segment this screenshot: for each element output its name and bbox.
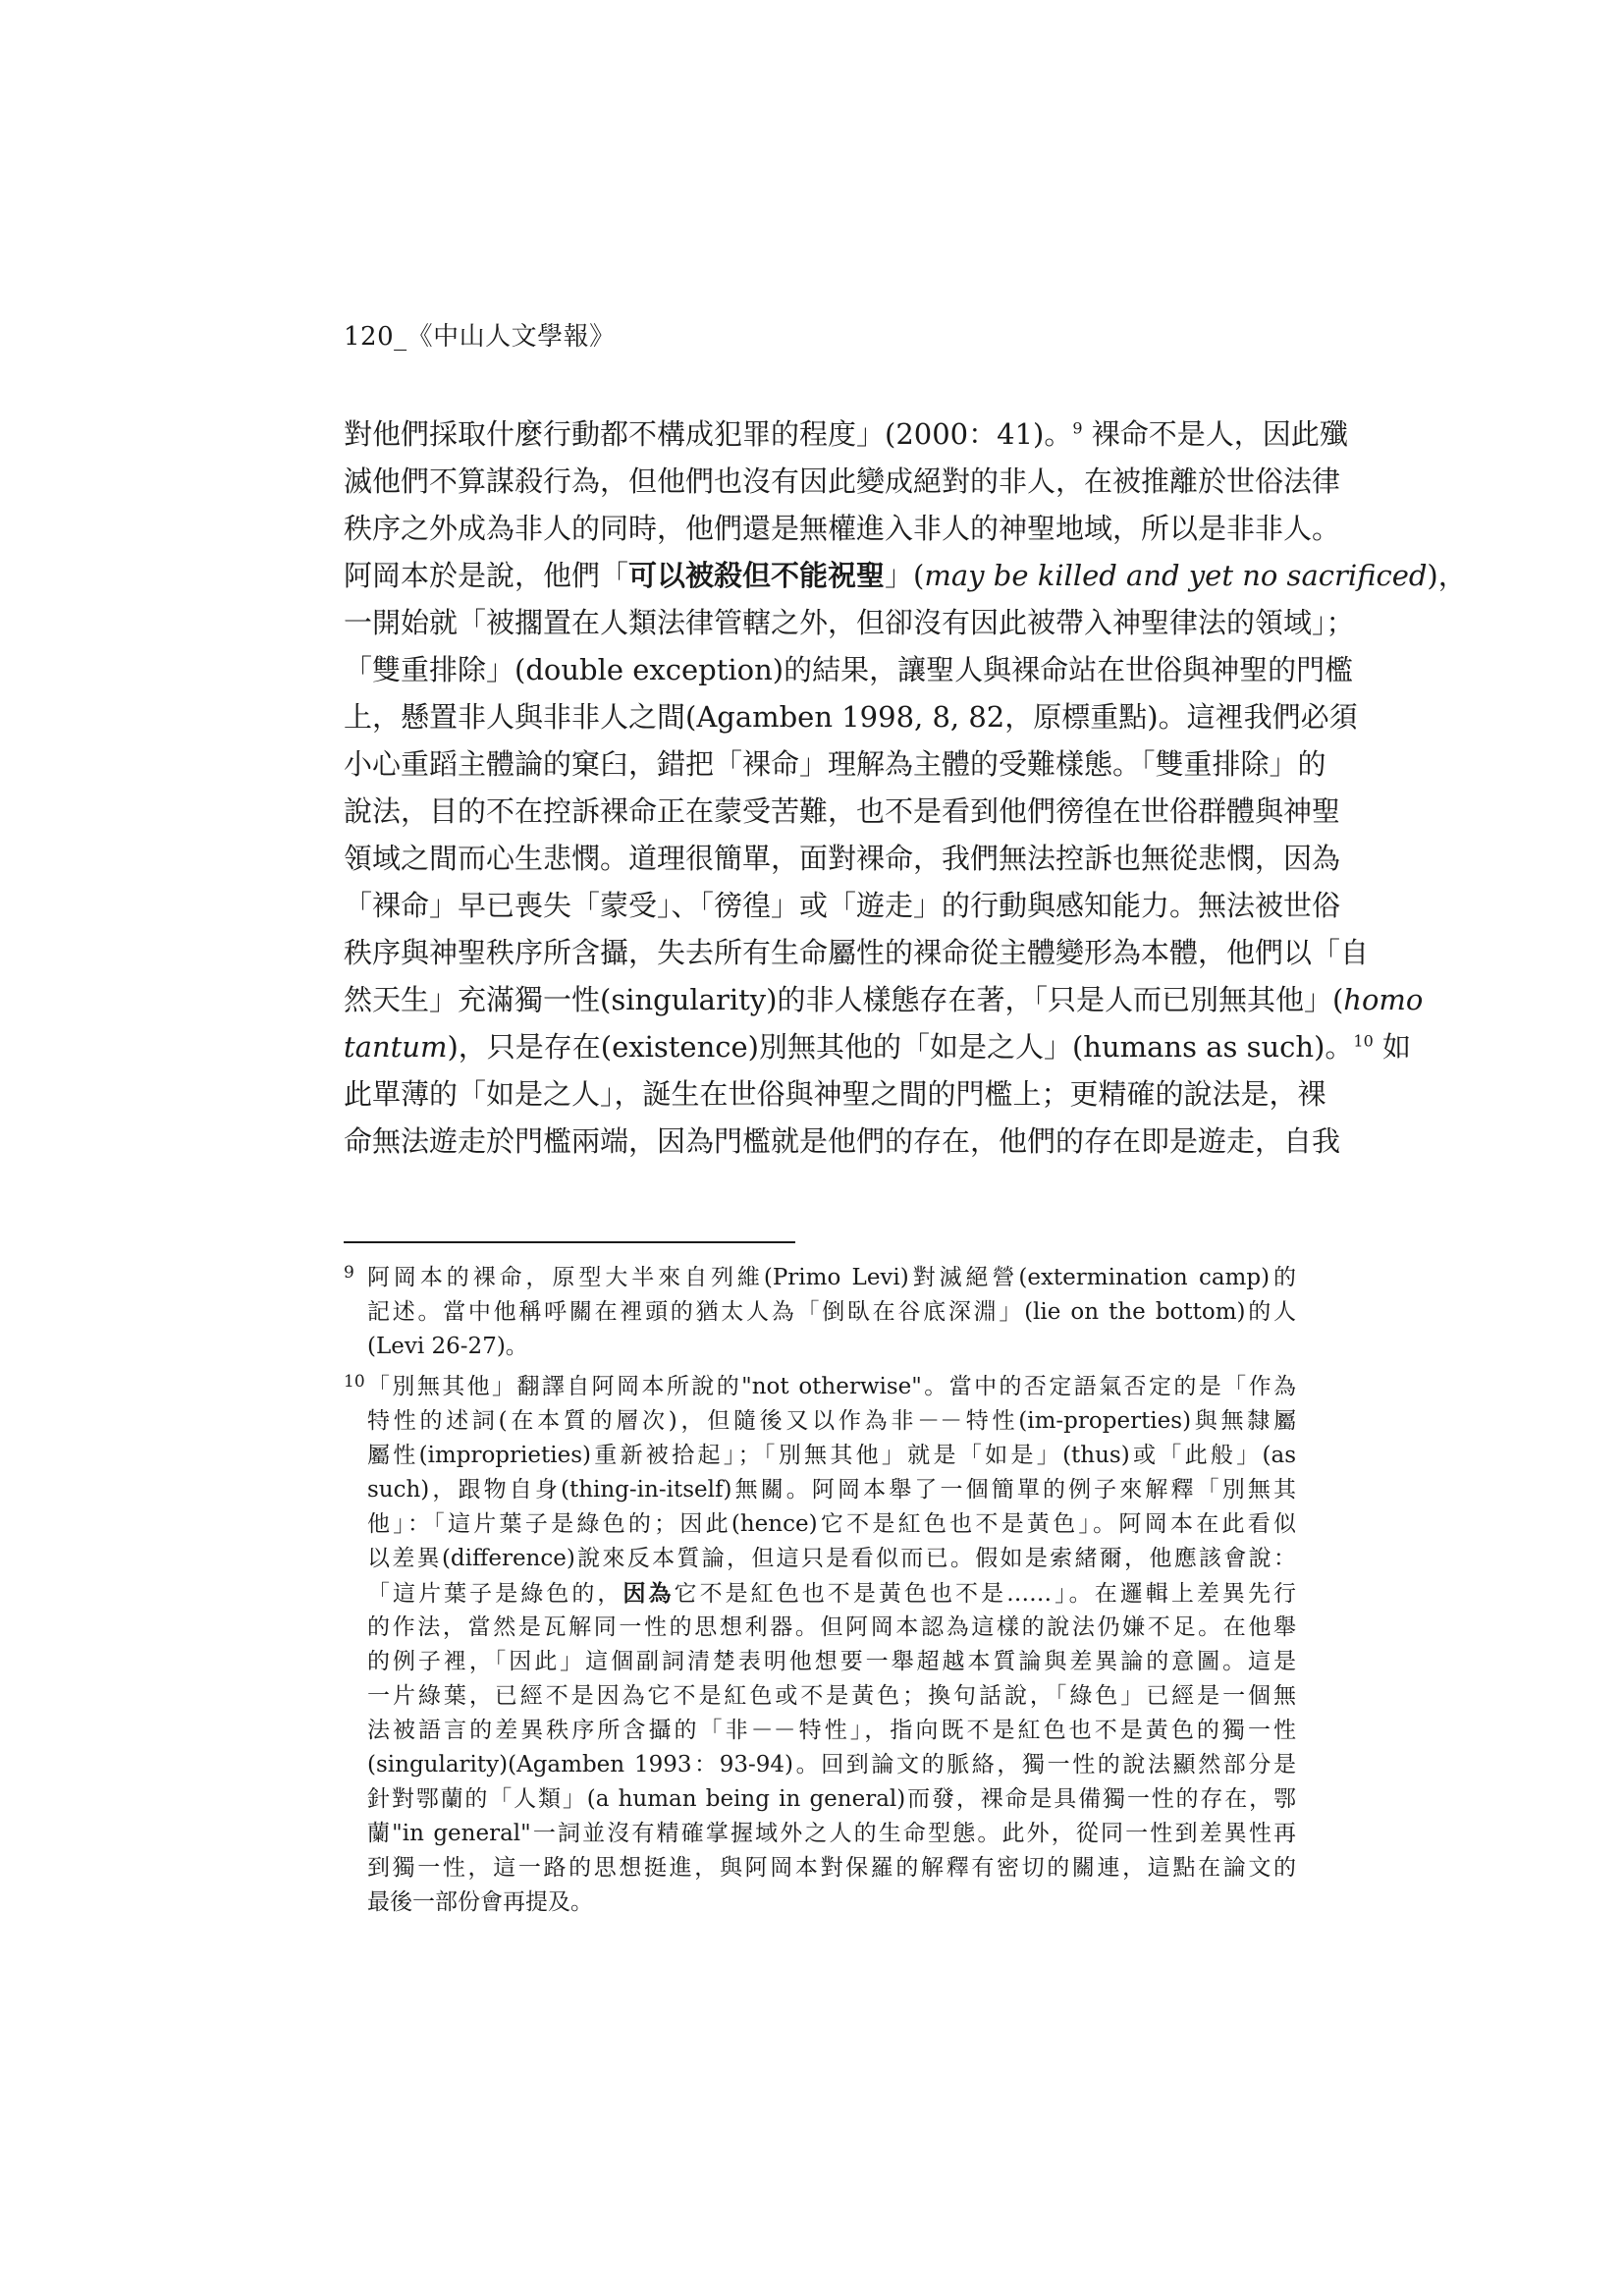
footnote-line: 阿岡本的裸命，原型大半來自列維(Primo Levi)對滅絕營(extermination camp)的 — [367, 1265, 1296, 1290]
footnote-line: 法被語言的差異秩序所含攝的「非－－特性」，指向既不是紅色也不是黃色的獨一性 — [367, 1718, 1296, 1743]
footnote-line: 蘭"in general"一詞並沒有精確掌握域外之人的生命型態。此外，從同一性到差異性再 — [367, 1821, 1296, 1846]
footnote-line: such)，跟物自身(thing-in-itself)無關。阿岡本舉了一個簡單的例子來解釋「別無其 — [367, 1477, 1296, 1503]
footnote-number: 10 — [344, 1372, 365, 1392]
footnote-number: 9 — [344, 1263, 354, 1283]
body-line: 說法，目的不在控訴裸命正在蒙受苦難，也不是看到他們徬徨在世俗群體與神聖 — [344, 794, 1341, 828]
footnote-line: 特性的述詞(在本質的層次)，但隨後又以作為非－－特性(im-properties)與無隸屬 — [367, 1408, 1296, 1434]
body-line: 領域之間而心生悲憫。道理很簡單，面對裸命，我們無法控訴也無從悲憫，因為 — [344, 842, 1341, 875]
body-line: 然天生」充滿獨一性(singularity)的非人樣態存在著，「只是人而已別無其他」(homo — [344, 983, 1424, 1016]
body-line: 此單薄的「如是之人」，誕生在世俗與神聖之間的門檻上；更精確的說法是，裸 — [344, 1077, 1326, 1111]
footnote-line: 記述。當中他稱呼關在裡頭的猶太人為「倒臥在谷底深淵」(lie on the bottom)的人 — [367, 1299, 1296, 1325]
body-line: 小心重蹈主體論的窠臼，錯把「裸命」理解為主體的受難樣態。「雙重排除」的 — [344, 747, 1326, 781]
footnote-line: 到獨一性，這一路的思想挺進，與阿岡本對保羅的解釋有密切的關連，這點在論文的 — [367, 1855, 1296, 1881]
footnote-10 — [344, 1370, 1296, 1920]
italic-phrase: tantum — [344, 1030, 448, 1064]
body-line: 「雙重排除」(double exception)的結果，讓聖人與裸命站在世俗與神聖的門檻 — [344, 653, 1354, 686]
footnote-9 — [344, 1261, 1296, 1364]
footnote-line: 「這片葉子是綠色的，因為它不是紅色也不是黃色也不是……」。在邏輯上差異先行 — [367, 1580, 1297, 1607]
bold-phrase: 因為 — [622, 1580, 675, 1607]
body-line: 滅他們不算謀殺行為，但他們也沒有因此變成絕對的非人，在被推離於世俗法律 — [344, 465, 1341, 498]
footnote-line: 的作法，當然是瓦解同一性的思想利器。但阿岡本認為這樣的說法仍嫌不足。在他舉 — [367, 1614, 1296, 1640]
body-line: 命無法遊走於門檻兩端，因為門檻就是他們的存在，他們的存在即是遊走，自我 — [344, 1124, 1341, 1158]
footnote-line: 最後一部份會再提及。 — [367, 1889, 593, 1915]
body-line: 秩序之外成為非人的同時，他們還是無權進入非人的神聖地域，所以是非非人。 — [344, 512, 1341, 545]
footnote-line: 針對鄂蘭的「人類」(a human being in general)而發，裸命是具備獨一性的存在，鄂 — [367, 1786, 1296, 1812]
italic-phrase: homo — [1343, 983, 1424, 1016]
body-line: 一開始就「被擱置在人類法律管轄之外，但卻沒有因此被帶入神聖律法的領域」； — [344, 606, 1355, 639]
footnote-line: 以差異(difference)說來反本質論，但這只是看似而已。假如是索緒爾，他應該會說： — [367, 1546, 1296, 1571]
body-line: 上，懸置非人與非非人之間(Agamben 1998, 8, 82，原標重點)。這裡我們必須 — [344, 700, 1358, 734]
footnote-line: 「別無其他」翻譯自阿岡本所說的"not otherwise"。當中的否定語氣否定的是「作為 — [367, 1374, 1296, 1399]
bold-phrase: 可以被殺但不能祝聖 — [628, 559, 886, 592]
body-text — [344, 410, 1467, 1165]
footnote-line: 一片綠葉，已經不是因為它不是紅色或不是黃色；換句話說，「綠色」已經是一個無 — [367, 1683, 1296, 1709]
footnote-separator — [344, 1241, 795, 1243]
italic-phrase: may be killed and yet no sacrificed — [924, 559, 1428, 592]
body-line: 對他們採取什麼行動都不構成犯罪的程度」(2000：41)。$^9$ 裸命不是人，因此殲 — [344, 417, 1348, 451]
footnote-line: 屬性(improprieties)重新被拾起」；「別無其他」就是「如是」(thus)或「此般」(as — [367, 1443, 1296, 1468]
footnote-line: (singularity)(Agamben 1993：93-94)。回到論文的脈絡，獨一性的說法顯然部分是 — [367, 1752, 1296, 1777]
footnote-line: (Levi 26-27)。 — [367, 1334, 528, 1359]
body-line: 「裸命」早已喪失「蒙受」、「徬徨」或「遊走」的行動與感知能力。無法被世俗 — [344, 889, 1341, 922]
page-header: 120_《中山人文學報》 — [344, 322, 616, 352]
footnote-line: 的例子裡，「因此」這個副詞清楚表明他想要一舉超越本質論與差異論的意圖。這是 — [367, 1649, 1296, 1674]
footnote-ref-10[interactable]: 10 — [1353, 1031, 1374, 1051]
footnote-line: 他」：「這片葉子是綠色的；因此(hence)它不是紅色也不是黃色」。阿岡本在此看似 — [367, 1511, 1296, 1537]
body-line: tantum)，只是存在(existence)別無其他的「如是之人」(humans as such)。$^{10}$ 如 — [344, 1030, 1411, 1064]
body-line: 秩序與神聖秩序所含攝，失去所有生命屬性的裸命從主體變形為本體，他們以「自 — [344, 936, 1370, 969]
footnotes — [344, 1261, 1296, 1926]
footnote-ref-9[interactable]: 9 — [1072, 418, 1083, 438]
body-line: 阿岡本於是說，他們「可以被殺但不能祝聖」(may be killed and yet no sacrificed)， — [344, 559, 1467, 592]
